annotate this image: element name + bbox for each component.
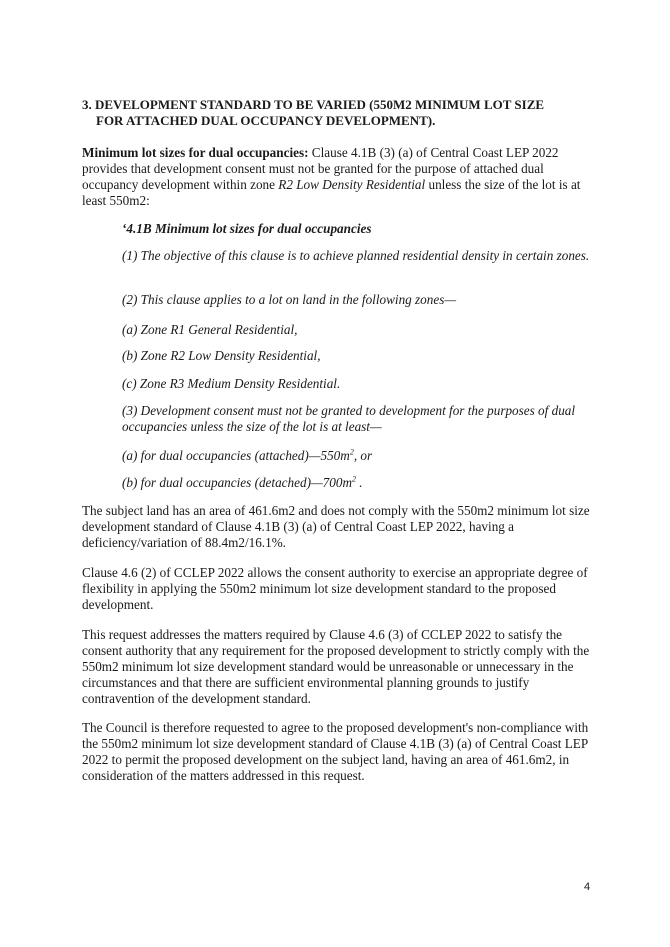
quote-title: ‘4.1B Minimum lot sizes for dual occupancies [122, 221, 372, 236]
intro-lead: Minimum lot sizes for dual occupancies: [82, 145, 309, 160]
quote-item-5: (c) Zone R3 Medium Density Residential. [122, 376, 341, 391]
quote-item-7 [122, 448, 597, 464]
quote-item-8-text: (b) for dual occupancies (detached)—700m [122, 475, 352, 490]
intro-paragraph [82, 145, 592, 209]
paragraph-3: This request addresses the matters required by Clause 4.6 (3) of CCLEP 2022 to satisfy the consent authority that any requirement for the proposed development to strictly comply with the 550m2 minimum lot size development standard would be unreasonable or unnecessary in the circumstances and that there are sufficient environmental planning grounds to justify contravention of the development standard. [82, 627, 590, 706]
section-heading-line-1: 3. DEVELOPMENT STANDARD TO BE VARIED (550M2 MINIMUM LOT SIZE [82, 97, 545, 112]
quote-item-8-sup: 2 [352, 474, 356, 484]
quote-item-7-text: (a) for dual occupancies (attached)—550m [122, 448, 350, 463]
intro-text-b: unless the size of the lot is at least 550m2: [82, 177, 581, 208]
paragraph-4: The Council is therefore requested to agree to the proposed development's non-compliance with the 550m2 minimum lot size development standard of Clause 4.1B (3) (a) of Central Coast LEP 2022 to permit the proposed development on the subject land, having an area of 461.6m2, in consideration of the matters addressed in this request. [82, 720, 589, 783]
intro-text-a: Clause 4.1B (3) (a) of Central Coast LEP 2022 provides that development consent must not be granted for the purpose of attached dual occupancy development within zone [82, 145, 559, 192]
section-heading [82, 97, 602, 129]
quote-item-7-end: , or [353, 448, 373, 463]
paragraph-1: The subject land has an area of 461.6m2 and does not comply with the 550m2 minimum lot size development standard of Clause 4.1B (3) (a) of Central Coast LEP 2022, having a deficiency/variation of 88.4m2/16.1%. [82, 503, 590, 550]
quote-item-2: (2) This clause applies to a lot on land in the following zones— [122, 292, 457, 307]
page-number: 4 [584, 881, 591, 893]
section-heading-line-2: FOR ATTACHED DUAL OCCUPANCY DEVELOPMENT). [96, 113, 436, 128]
quote-item-6: (3) Development consent must not be granted to development for the purposes of dual occupancies unless the size of the lot is at least— [122, 403, 576, 434]
intro-zone: R2 Low Density Residential [278, 177, 426, 192]
paragraph-2: Clause 4.6 (2) of CCLEP 2022 allows the consent authority to exercise an appropriate degree of flexibility in applying the 550m2 minimum lot size development standard to the proposed development. [82, 565, 588, 612]
quote-item-8-end: . [356, 475, 363, 490]
quote-item-8 [122, 475, 597, 491]
quote-item-4: (b) Zone R2 Low Density Residential, [122, 348, 321, 363]
quote-item-7-sup: 2 [349, 447, 354, 457]
quote-item-3: (a) Zone R1 General Residential, [122, 322, 298, 337]
quote-item-1: (1) The objective of this clause is to achieve planned residential density in certain zones. [122, 248, 590, 263]
